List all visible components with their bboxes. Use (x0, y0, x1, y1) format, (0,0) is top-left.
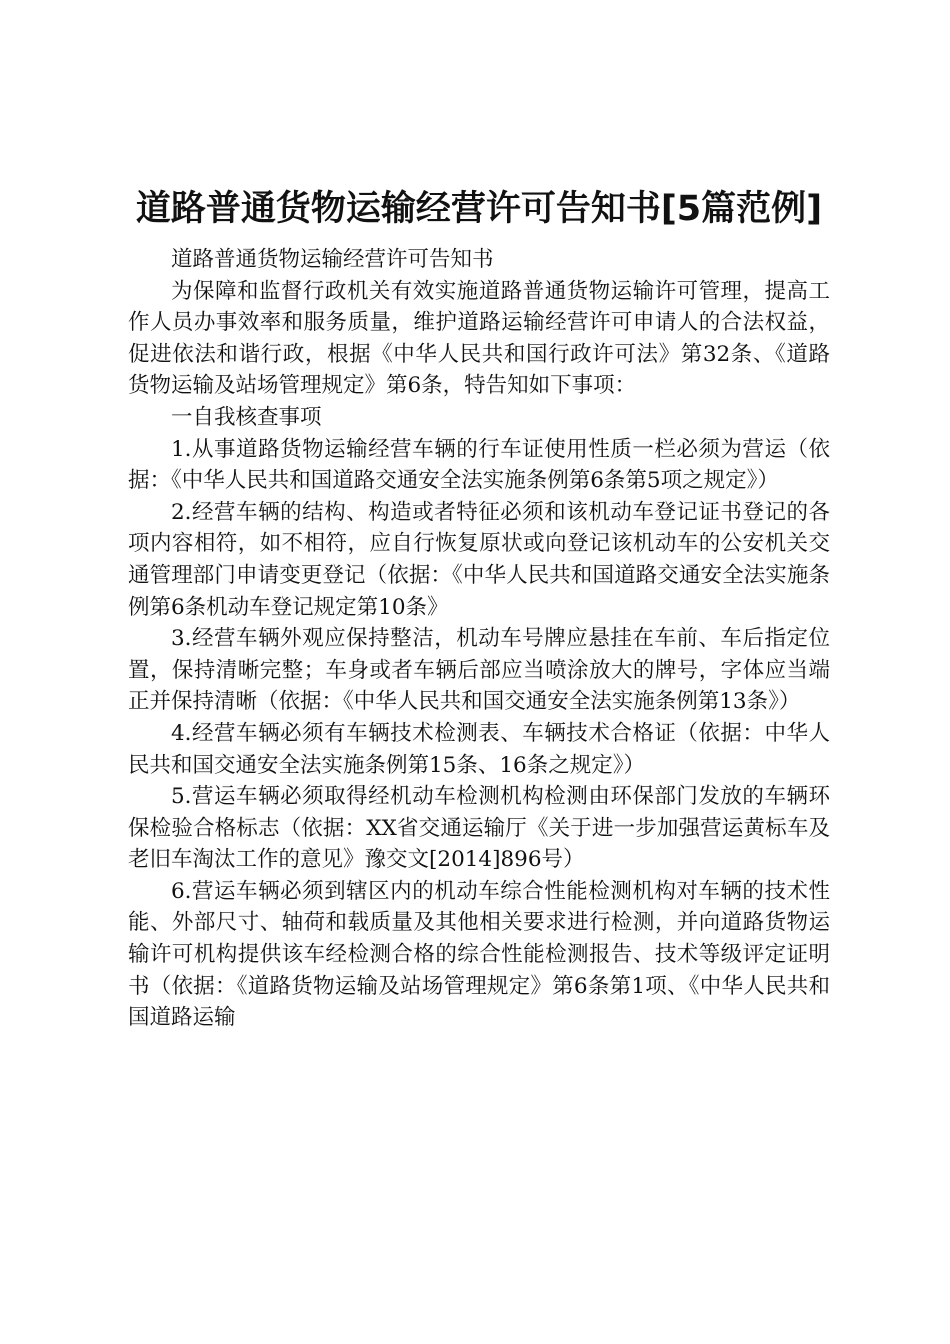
paragraph-subtitle: 道路普通货物运输经营许可告知书 (171, 247, 494, 272)
document-page (128, 180, 830, 1034)
list-item-3: 3.经营车辆外观应保持整洁，机动车号牌应悬挂在车前、车后指定位置，保持清晰完整；车身或者车辆后部应当喷涂放大的牌号，字体应当端正并保持清晰（依据：《中华人民共和国交通安全法实施条例第13条》） (128, 626, 830, 715)
list-item-1: 1.从事道路货物运输经营车辆的行车证使用性质一栏必须为营运（依据：《中华人民共和国道路交通安全法实施条例第6条第5项之规定》） (128, 436, 830, 494)
list-item-5: 5.营运车辆必须取得经机动车检测机构检测由环保部门发放的车辆环保检验合格标志（依据：XX省交通运输厅《关于进一步加强营运黄标车及老旧车淘汰工作的意见》豫交文[2014]896号） (128, 784, 830, 873)
list-item-6: 6.营运车辆必须到辖区内的机动车综合性能检测机构对车辆的技术性能、外部尺寸、轴荷和载质量及其他相关要求进行检测，并向道路货物运输许可机构提供该车经检测合格的综合性能检测报告、技术等级评定证明书（依据：《道路货物运输及站场管理规定》第6条第1项、《中华人民共和国道路运输 (128, 878, 830, 1031)
section-heading-self-check: 一自我核查事项 (171, 404, 322, 430)
list-item-4: 4.经营车辆必须有车辆技术检测表、车辆技术合格证（依据：中华人民共和国交通安全法实施条例第15条、16条之规定》） (128, 720, 830, 778)
document-title: 道路普通货物运输经营许可告知书[5篇范例] (135, 189, 823, 229)
paragraph-intro: 为保障和监督行政机关有效实施道路普通货物运输许可管理，提高工作人员办事效率和服务质量，维护道路运输经营许可申请人的合法权益，促进依法和谐行政，根据《中华人民共和国行政许可法》第32条、《道路货物运输及站场管理规定》第6条，特告知如下事项： (128, 278, 830, 399)
list-item-2: 2.经营车辆的结构、构造或者特征必须和该机动车登记证书登记的各项内容相符，如不相符，应自行恢复原状或向登记该机动车的公安机关交通管理部门申请变更登记（依据：《中华人民共和国道路交通安全法实施条例第6条机动车登记规定第10条》 (128, 499, 830, 620)
